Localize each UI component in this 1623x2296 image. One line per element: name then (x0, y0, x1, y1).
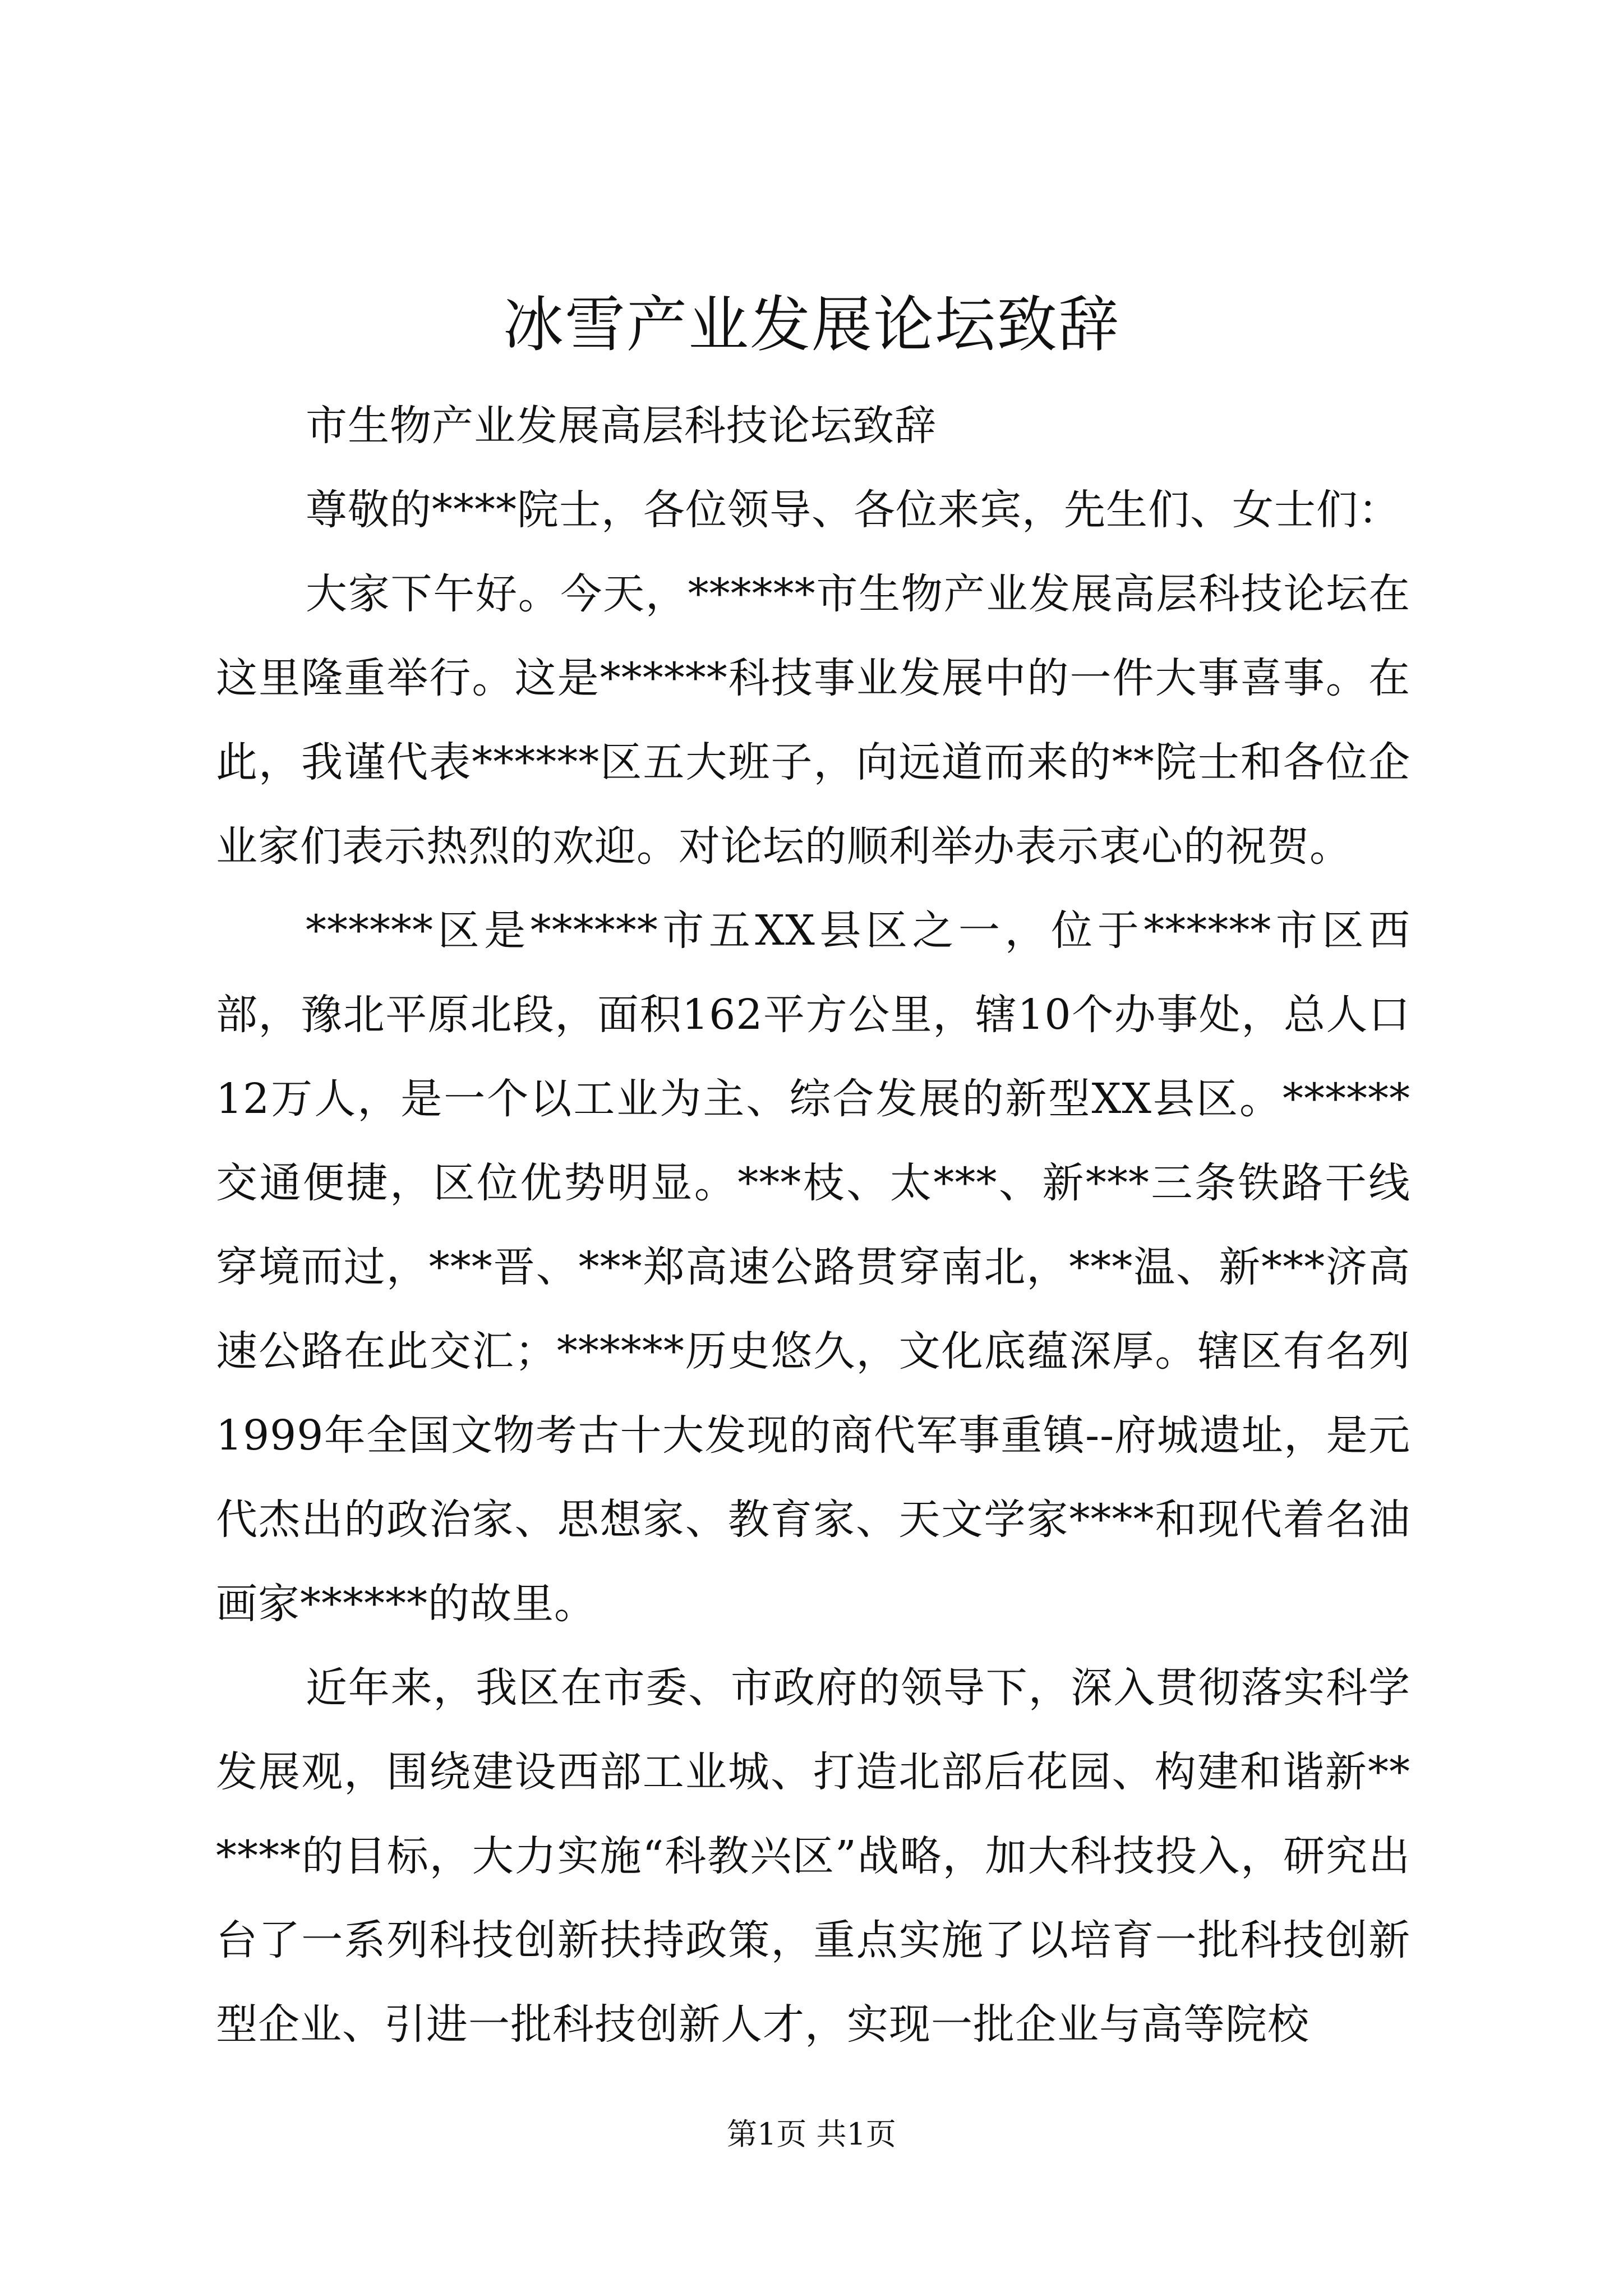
paragraph-recent-years: 近年来，我区在市委、市政府的领导下，深入贯彻落实科学发展观，围绕建设西部工业城、打造北部后花园、构建和谐新******的目标，大力实施“科教兴区”战略，加大科技投入，研究出台了一系列科技创新扶持政策，重点实施了以培育一批科技创新型企业、引进一批科技创新人才，实现一批企业与高等院校 (216, 1664, 1410, 2049)
document-body (216, 384, 1410, 2067)
paragraph-subtitle: 市生物产业发展高层科技论坛致辞 (306, 402, 937, 450)
paragraph-district-intro: ******区是******市五XX县区之一，位于******市区西部，豫北平原北段，面积162平方公里，辖10个办事处，总人口12万人，是一个以工业为主、综合发展的新型XX县区。******交通便捷，区位优势明显。***枝、太***、新***三条铁路干线穿境而过，***晋、***郑高速公路贯穿南北，***温、新***济高速公路在此交汇；******历史悠久，文化底蕴深厚。辖区有名列1999年全国文物考古十大发现的商代军事重镇--府城遗址，是元代杰出的政治家、思想家、教育家、天文学家****和现代着名油画家******的故里。 (216, 907, 1410, 1628)
paragraph-salutation: 尊敬的****院士，各位领导、各位来宾，先生们、女士们： (306, 486, 1400, 534)
document-title: 冰雪产业发展论坛致辞 (502, 290, 1120, 360)
page-number-footer: 第1页 共1页 (727, 2116, 896, 2152)
paragraph-greeting: 大家下午好。今天，******市生物产业发展高层科技论坛在这里隆重举行。这是******科技事业发展中的一件大事喜事。在此，我谨代表******区五大班子，向远道而来的**院士和各位企业家们表示热烈的欢迎。对论坛的顺利举办表示衷心的祝贺。 (216, 570, 1410, 871)
